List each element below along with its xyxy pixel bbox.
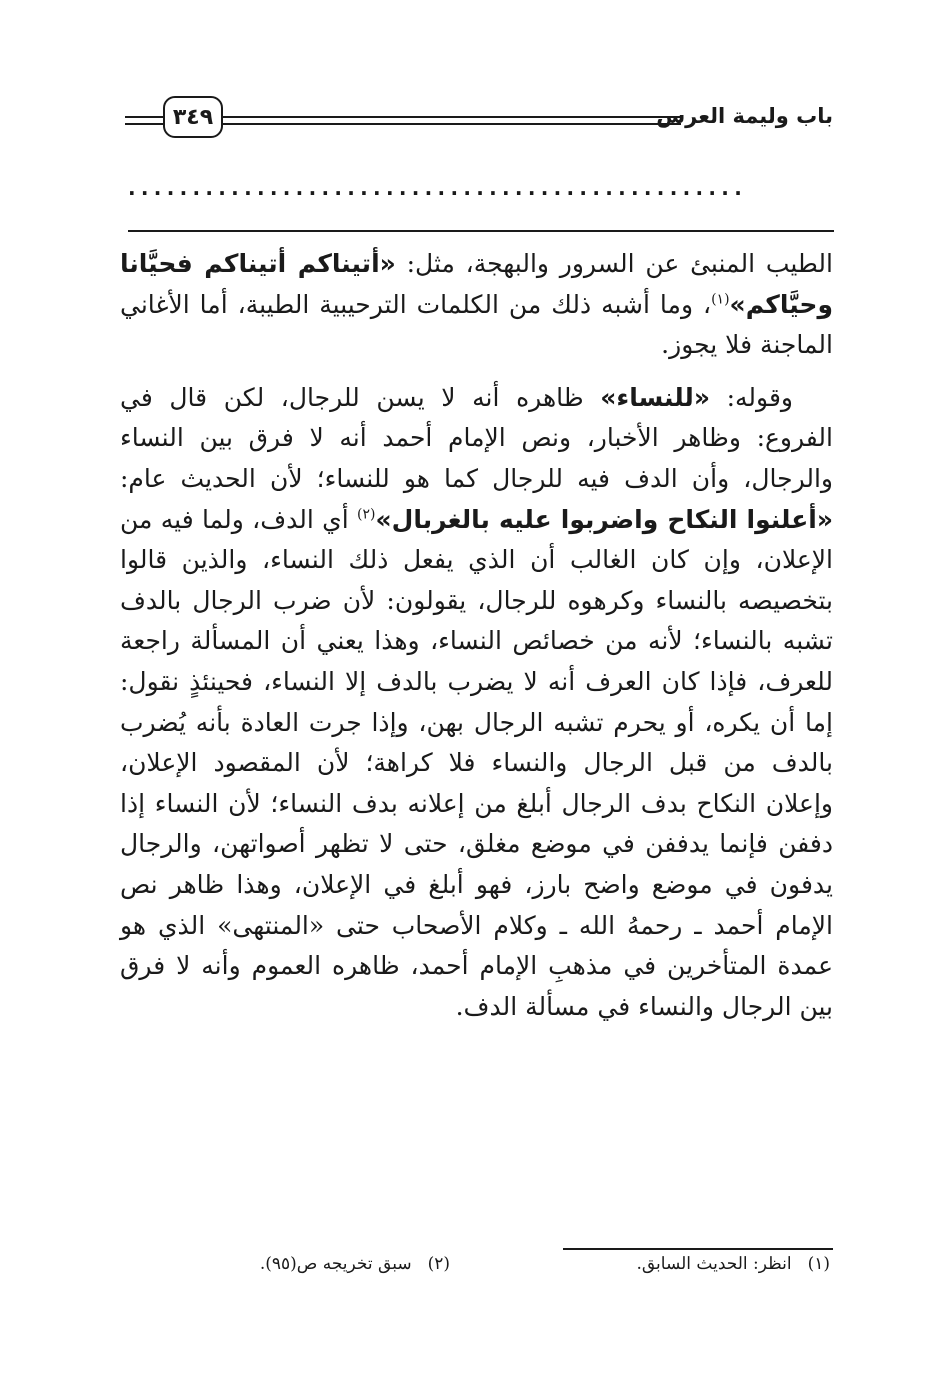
- footnote-number: (١): [807, 1254, 830, 1274]
- text-run: الطيب المنبئ عن السرور والبهجة، مثل:: [395, 249, 833, 278]
- footnote-ref: (٢): [357, 506, 376, 523]
- ellipsis-line: ................................................: [128, 178, 748, 198]
- hadith-quote: «أعلنوا النكاح واضربوا عليه بالغربال»: [375, 504, 833, 534]
- separator-line: [128, 230, 834, 232]
- footnote-item: [636, 1250, 830, 1278]
- paragraph-1: [120, 244, 833, 366]
- text-run: ظاهره أنه لا يسن للرجال، لكن قال في الفروع: وظاهر الأخبار، ونص الإمام أحمد أنه لا فرق بين النساء والرجال، وأن الدف فيه للرجال كما هو للنساء؛ لأن الحديث عام:: [120, 382, 833, 493]
- paragraph-2: [120, 378, 833, 1028]
- footnote-number: (٢): [427, 1254, 450, 1274]
- header-rule: [221, 123, 681, 125]
- text-run: وقوله:: [709, 382, 793, 412]
- page-header: [125, 92, 833, 152]
- text-run: ، وما أشبه ذلك من الكلمات الترحيبية الطيبة، أما الأغاني الماجنة فلا يجوز.: [120, 289, 833, 360]
- text-run: أي الدف، ولما فيه من الإعلان، وإن كان الغالب أن الذي يفعل ذلك النساء، والذين قالوا بتخصيصه بالنساء وكرهوه للرجال، يقولون: لأن ضرب الرجال بالدف تشبه بالنساء؛ لأنه من خصائص النساء، وهذا يعني أن المسألة راجعة للعرف، فإذا كان العرف أنه لا يضرب بالدف إلا النساء، فحينئذٍ نقول: إما أن يكره، أو يحرم تشبه الرجال بهن، وإذا جرت العادة بأنه يُضرب بالدف من قبل الرجال والنساء فلا كراهة؛ لأن المقصود الإعلان، وإعلان النكاح بدف الرجال أبلغ من إعلانه بدف النساء؛ لأن النساء إذا دففن فإنما يدففن في موضع مغلق، حتى لا تظهر أصواتهن، والرجال يدفون في موضع واضح بارز، فهو أبلغ في الإعلان، وهذا ظاهر نص الإمام أحمد ـ رحمهُ الله ـ وكلام الأصحاب حتى «المنتهى» الذي هو عمدة المتأخرين في مذهبِ الإمام أحمد، ظاهره العموم وأنه لا فرق بين الرجال والنساء في مسألة الدف.: [120, 504, 833, 1021]
- header-rule: [221, 116, 681, 118]
- footnote-item: [260, 1250, 450, 1278]
- hadith-quote: «أتيناكم أتيناكم فحيَّانا وحيَّاكم»: [120, 249, 833, 319]
- footnote-ref: (١): [711, 291, 730, 308]
- header-rule: [125, 123, 167, 125]
- footnote-text: سبق تخريجه ص(٩٥).: [259, 1254, 412, 1274]
- quoted-term: «للنساء»: [600, 382, 710, 412]
- page-number: ٣٤٩: [163, 96, 223, 138]
- chapter-title: باب وليمة العرس: [656, 104, 833, 128]
- footnotes: [170, 1250, 830, 1280]
- main-text: [120, 244, 833, 1027]
- footnote-text: انظر: الحديث السابق.: [636, 1254, 792, 1274]
- header-rule: [125, 116, 167, 118]
